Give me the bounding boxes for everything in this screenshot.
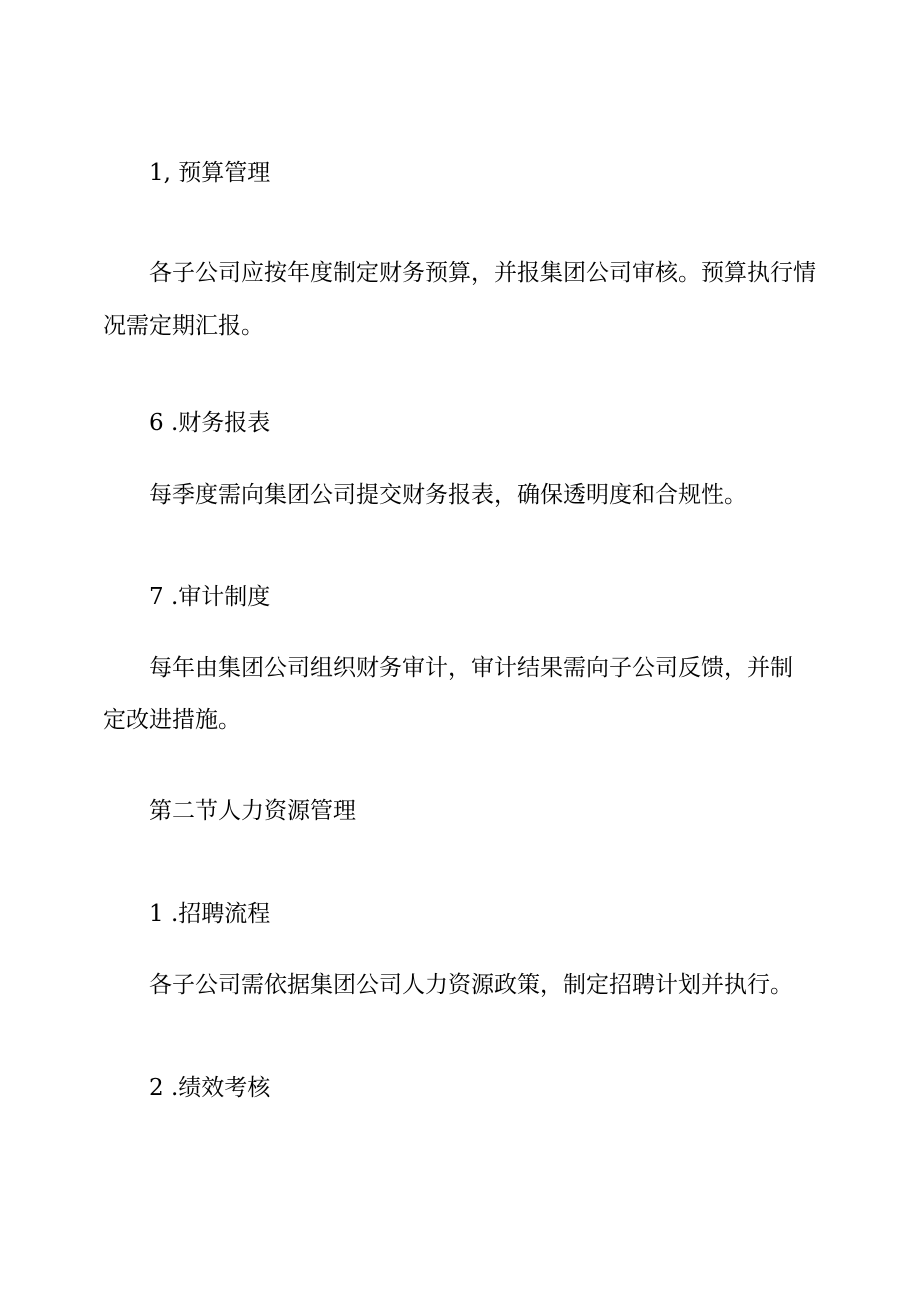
paragraph-audit-line-1: 每年由集团公司组织财务审计，审计结果需向子公司反馈，并制 <box>149 655 793 681</box>
heading-financial-statements: 6 .财务报表 <box>149 410 271 436</box>
heading-audit-system: 7 .审计制度 <box>149 584 271 610</box>
paragraph-budget-line-2: 况需定期汇报。 <box>103 313 264 339</box>
paragraph-budget-line-1: 各子公司应按年度制定财务预算，并报集团公司审核。预算执行情 <box>149 260 816 286</box>
paragraph-audit-line-2: 定改进措施。 <box>103 707 241 733</box>
heading-performance-appraisal: 2 .绩效考核 <box>149 1075 271 1101</box>
heading-recruitment-process: 1 .招聘流程 <box>149 901 271 927</box>
paragraph-recruitment: 各子公司需依据集团公司人力资源政策，制定招聘计划并执行。 <box>149 972 793 998</box>
heading-budget-management: 1, 预算管理 <box>149 160 271 186</box>
section-title-hr-management: 第二节人力资源管理 <box>149 798 356 824</box>
paragraph-financial-statements: 每季度需向集团公司提交财务报表，确保透明度和合规性。 <box>149 482 747 508</box>
